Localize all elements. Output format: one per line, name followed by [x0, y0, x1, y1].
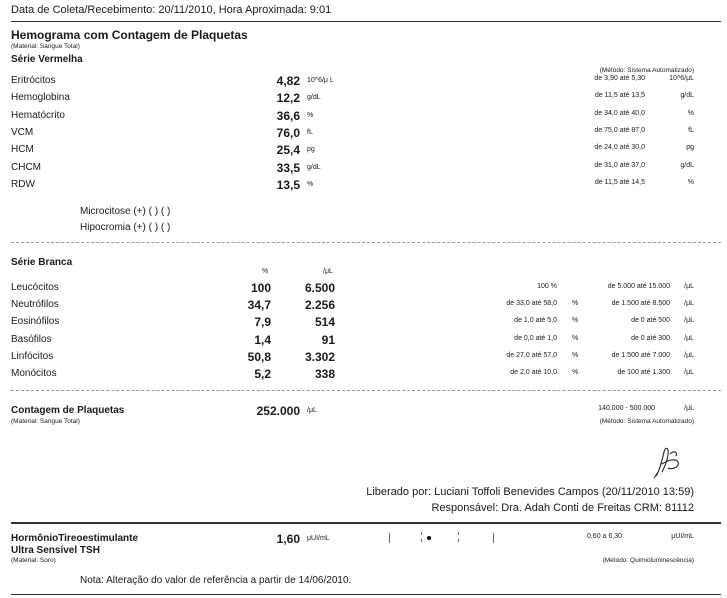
- responsavel: Responsável: Dra. Adah Conti de Freitas CRM: 81112: [431, 502, 694, 514]
- range-tick: [493, 533, 494, 543]
- analyte-name: Linfócitos: [11, 350, 54, 362]
- plaquetas-ref: 140.000 - 500.000: [598, 405, 655, 412]
- table-row: [0, 178, 727, 194]
- reference-unit-absolute: /μL: [684, 351, 694, 359]
- analyte-value: 13,5: [276, 177, 300, 192]
- reference-unit: %: [687, 109, 694, 117]
- reference-range-percent: de 27,0 até 57,0: [506, 351, 557, 359]
- table-row: [0, 298, 727, 314]
- analyte-name: CHCM: [11, 161, 41, 173]
- reference-range-absolute: de 100 até 1.300: [617, 369, 670, 376]
- reference-unit-absolute: /μL: [684, 300, 694, 308]
- range-tick: [458, 532, 459, 535]
- reference-unit-percent: %: [572, 334, 579, 342]
- analyte-unit: %: [307, 111, 314, 119]
- reference-range: de 31,0 até 37,0: [594, 161, 645, 169]
- exam-title: Hemograma com Contagem de Plaquetas: [11, 28, 248, 42]
- result-marker: [427, 536, 431, 540]
- reference-unit: %: [687, 178, 694, 186]
- serie-branca-title: Série Branca: [11, 257, 73, 268]
- reference-unit-percent: %: [572, 300, 579, 308]
- table-row: [0, 109, 727, 125]
- col-header-pct: %: [262, 268, 269, 275]
- analyte-percent: 50,8: [247, 349, 271, 364]
- reference-unit-absolute: /μL: [684, 369, 694, 376]
- analyte-name: Neutrófilos: [11, 299, 59, 311]
- tsh-method: (Método: Quimioluminescência): [602, 557, 694, 564]
- analyte-name: RDW: [11, 178, 35, 190]
- analyte-absolute: 2.256: [304, 298, 335, 313]
- table-row: [0, 126, 727, 142]
- footer-divider: [11, 594, 721, 595]
- reference-range-absolute: de 0 até 500: [631, 317, 670, 325]
- analyte-value: 76,0: [276, 125, 300, 140]
- analyte-value: 36,6: [276, 108, 300, 123]
- analyte-name: Leucócitos: [11, 282, 59, 293]
- plaquetas-unit: /μL: [307, 407, 317, 414]
- reference-unit-percent: %: [572, 317, 579, 325]
- analyte-unit: pg: [307, 146, 315, 154]
- tsh-unit: μUI/mL: [307, 535, 330, 542]
- reference-unit: g/dL: [680, 161, 694, 169]
- analyte-unit: g/dL: [307, 94, 321, 102]
- range-tick: [389, 533, 390, 543]
- tsh-ref-unit: μUI/mL: [671, 533, 694, 540]
- analyte-value: 25,4: [276, 143, 300, 158]
- col-header-abs: /μL: [323, 268, 333, 275]
- reference-unit-absolute: /μL: [684, 317, 694, 325]
- reference-unit-percent: %: [572, 369, 579, 376]
- table-row: [0, 281, 727, 297]
- table-row: [0, 161, 727, 177]
- reference-range-absolute: de 1.500 até 7.000: [611, 351, 670, 359]
- analyte-unit: 10^6/μ L: [307, 77, 334, 84]
- tsh-value: 1,60: [276, 532, 300, 546]
- table-row: [0, 367, 727, 383]
- header-divider: [11, 21, 721, 22]
- section-divider: [11, 242, 721, 243]
- analyte-name: Hemoglobina: [11, 92, 70, 104]
- reference-unit: fL: [688, 126, 694, 134]
- analyte-name: HCM: [11, 144, 34, 156]
- analyte-name: Eritrócitos: [11, 75, 56, 86]
- table-row: [0, 350, 727, 366]
- reference-range: de 24,0 até 30,0: [594, 144, 645, 152]
- plaquetas-ref-unit: /μL: [684, 405, 694, 412]
- reference-unit: pg: [686, 144, 694, 152]
- tsh-material: (Material: Soro): [11, 557, 56, 564]
- plaquetas-title: Contagem de Plaquetas: [11, 405, 125, 416]
- tsh-ref: 0,60 a 6,30: [586, 533, 622, 540]
- reference-range-percent: 100 %: [537, 283, 557, 290]
- analyte-value: 33,5: [276, 160, 300, 175]
- analyte-absolute: 514: [314, 315, 335, 330]
- reference-range-absolute: de 5.000 até 15.000: [607, 283, 670, 290]
- analyte-name: Monócitos: [11, 368, 57, 379]
- table-row: [0, 315, 727, 331]
- analyte-unit: g/dL: [307, 163, 321, 171]
- table-row: [0, 91, 727, 107]
- analyte-percent: 7,9: [254, 315, 271, 330]
- analyte-name: Eosinófilos: [11, 316, 60, 328]
- plaquetas-value: 252.000: [256, 404, 300, 418]
- exam-material: (Material: Sangue Total): [11, 43, 80, 50]
- table-row: [0, 143, 727, 159]
- analyte-absolute: 6.500: [304, 281, 335, 295]
- table-row: [0, 74, 727, 90]
- analyte-absolute: 3.302: [304, 349, 335, 364]
- reference-range-percent: de 1,0 até 5,0: [514, 317, 557, 325]
- tsh-title-line1: HormônioTireoestimulante: [11, 533, 139, 544]
- serie-vermelha-method: (Método: Sistema Automatizado): [599, 67, 694, 74]
- reference-unit: g/dL: [680, 92, 694, 100]
- range-tick: [421, 532, 422, 535]
- section-divider: [11, 390, 721, 391]
- tsh-range-indicator: [385, 530, 495, 546]
- reference-range: de 75,0 até 87,0: [594, 126, 645, 134]
- analyte-percent: 34,7: [247, 298, 271, 313]
- plaquetas-method: (Método: Sistema Automatizado): [599, 418, 694, 425]
- plaquetas-material: (Material: Sangue Total): [11, 418, 80, 425]
- analyte-unit: %: [307, 180, 314, 188]
- analyte-value: 12,2: [276, 91, 300, 106]
- reference-range: de 11,5 até 14,5: [594, 178, 645, 186]
- range-tick: [458, 539, 459, 542]
- reference-range: de 11,5 até 13,5: [594, 92, 645, 100]
- reference-range-absolute: de 1.500 até 8.500: [611, 300, 670, 308]
- analyte-value: 4,82: [276, 74, 300, 88]
- signature-image: [648, 442, 688, 480]
- reference-range-percent: de 33,0 até 58,0: [506, 300, 557, 308]
- reference-range-percent: de 2,0 até 10,0: [510, 369, 557, 376]
- tsh-note: Nota: Alteração do valor de referência a partir de 14/06/2010.: [80, 575, 352, 586]
- range-tick: [421, 539, 422, 542]
- collection-date: Data de Coleta/Recebimento: 20/11/2010, Hora Aproximada: 9:01: [11, 4, 332, 16]
- analyte-name: Hematócrito: [11, 109, 65, 121]
- analyte-percent: 1,4: [254, 332, 271, 347]
- reference-unit-absolute: /μL: [684, 283, 694, 290]
- tsh-divider: [11, 522, 721, 524]
- analyte-percent: 100: [250, 281, 271, 295]
- liberado-por: Liberado por: Luciani Toffoli Benevides Campos (20/11/2010 13:59): [366, 486, 694, 498]
- reference-unit: 10^6/μL: [669, 75, 694, 82]
- reference-range-absolute: de 0 até 300: [631, 334, 670, 342]
- reference-range-percent: de 0,0 até 1,0: [514, 334, 557, 342]
- reference-unit-absolute: /μL: [684, 334, 694, 342]
- note-hipocromia: Hipocromia (+) ( ) ( ): [80, 222, 171, 233]
- reference-unit-percent: %: [572, 351, 579, 359]
- reference-range: de 3,90 até 5,30: [594, 75, 645, 82]
- analyte-absolute: 338: [314, 367, 335, 381]
- serie-vermelha-title: Série Vermelha: [11, 54, 83, 65]
- table-row: [0, 333, 727, 349]
- analyte-name: VCM: [11, 126, 34, 138]
- tsh-title-line2: Ultra Sensível TSH: [11, 545, 100, 556]
- note-microcitose: Microcitose (+) ( ) ( ): [80, 206, 171, 217]
- analyte-absolute: 91: [321, 332, 335, 347]
- analyte-percent: 5,2: [254, 367, 271, 381]
- analyte-name: Basófilos: [11, 333, 52, 345]
- analyte-unit: fL: [307, 128, 313, 136]
- reference-range: de 34,0 até 40,0: [594, 109, 645, 117]
